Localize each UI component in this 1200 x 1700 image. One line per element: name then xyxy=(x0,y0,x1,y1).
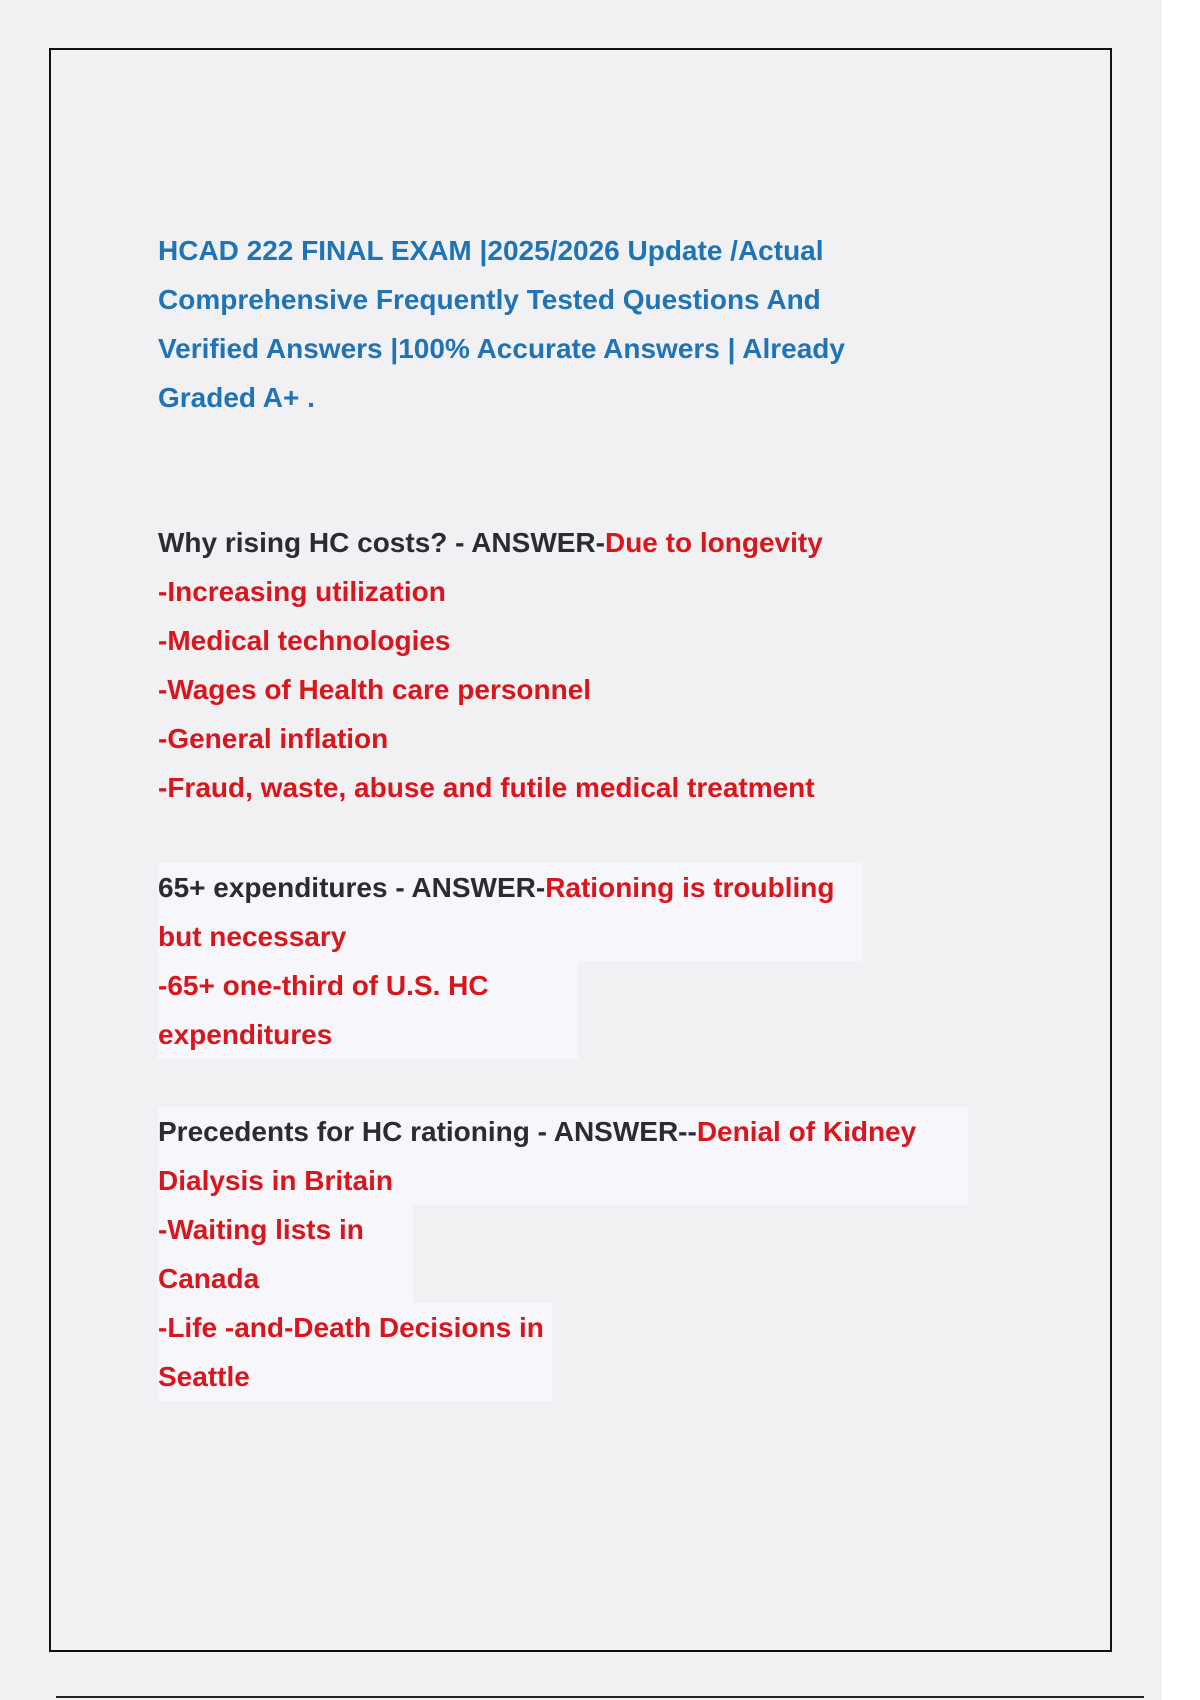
qa3-line-2: Dialysis in Britain xyxy=(158,1165,393,1196)
qa3-line3-word: -Waiting xyxy=(158,1214,268,1245)
qa3-line-3 xyxy=(158,1205,413,1254)
qa1-question-line xyxy=(158,518,823,567)
qa2-answer-word: troubling xyxy=(713,872,835,903)
qa2-continuation xyxy=(158,961,578,1059)
qa-block-65-expenditures xyxy=(158,863,863,961)
qa1-question: Why rising HC costs? - ANSWER- xyxy=(158,527,605,558)
qa3-answer-word: of xyxy=(788,1116,816,1147)
qa2-word: ANSWER- xyxy=(411,872,546,903)
qa1-item: -General inflation xyxy=(158,723,389,754)
qa2-word: - xyxy=(395,872,405,903)
qa3-answer-word: Kidney xyxy=(822,1116,917,1147)
qa3-continuation-2 xyxy=(158,1303,552,1401)
qa3-joined xyxy=(554,1116,781,1147)
right-margin-strip xyxy=(1162,0,1200,1700)
qa3-word: HC xyxy=(361,1116,403,1147)
qa2-line3-word: U.S. xyxy=(385,970,441,1001)
qa3-word: for xyxy=(316,1116,355,1147)
qa3-word: rationing xyxy=(410,1116,530,1147)
qa2-word: 65+ xyxy=(158,872,206,903)
qa-block-rising-costs xyxy=(158,518,823,812)
qa2-line3-word: -65+ xyxy=(158,970,215,1001)
qa3-line3-word: lists xyxy=(275,1214,332,1245)
title-line-4: Graded A+ . xyxy=(158,382,315,413)
qa3-line-4: Canada xyxy=(158,1263,260,1294)
qa3-line-6: Seattle xyxy=(158,1361,250,1392)
next-page-edge xyxy=(56,1696,1144,1698)
qa2-joined xyxy=(411,872,674,903)
qa2-line-4: expenditures xyxy=(158,1019,333,1050)
qa2-answer-word: is xyxy=(682,872,706,903)
qa2-line3-word: one-third xyxy=(222,970,344,1001)
qa2-question-line xyxy=(158,863,863,912)
qa3-word: ANSWER-- xyxy=(553,1116,697,1147)
title-line-1: HCAD 222 FINAL EXAM |2025/2026 Update /Actual xyxy=(158,235,824,266)
qa3-line-5: -Life -and-Death Decisions in xyxy=(158,1312,544,1343)
qa3-word: Precedents xyxy=(158,1116,309,1147)
qa3-line3-word: in xyxy=(338,1214,364,1245)
qa2-answer-word: Rationing xyxy=(545,872,675,903)
qa2-line-2: but necessary xyxy=(158,921,347,952)
qa3-question-line xyxy=(158,1107,968,1156)
qa-block-precedents xyxy=(158,1107,968,1205)
document-title xyxy=(158,226,878,422)
qa2-line3-word: of xyxy=(351,970,379,1001)
title-line-3: Verified Answers |100% Accurate Answers | Already xyxy=(158,333,845,364)
title-line-2: Comprehensive Frequently Tested Questions And xyxy=(158,284,821,315)
qa1-item: -Increasing utilization xyxy=(158,576,446,607)
qa3-word: - xyxy=(537,1116,547,1147)
qa2-line3-word: HC xyxy=(448,970,489,1001)
qa1-item: -Medical technologies xyxy=(158,625,451,656)
qa1-item: -Fraud, waste, abuse and futile medical treatment xyxy=(158,772,815,803)
qa1-answer-first: Due to longevity xyxy=(604,527,823,558)
qa3-continuation-1 xyxy=(158,1205,413,1303)
qa1-item: -Wages of Health care personnel xyxy=(158,674,592,705)
qa3-answer-word: Denial xyxy=(696,1116,781,1147)
qa2-word: expenditures xyxy=(213,872,388,903)
qa2-line-3 xyxy=(158,961,578,1010)
